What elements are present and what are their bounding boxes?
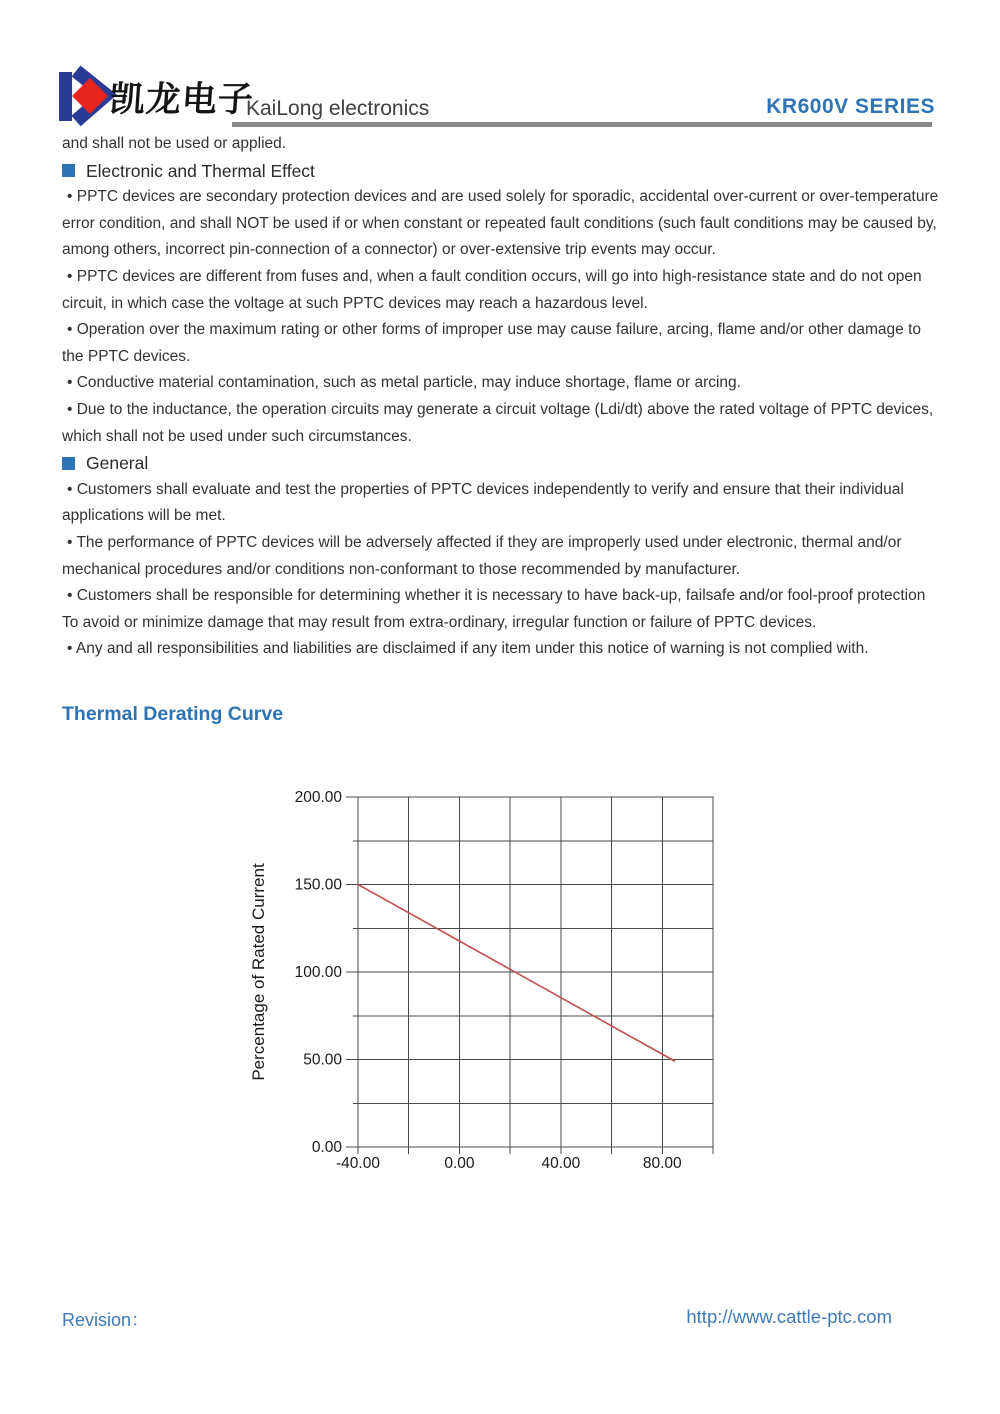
notice-line: which shall not be used under such circumstances.: [62, 427, 412, 445]
y-tick-label: 150.00: [294, 876, 342, 894]
revision-label: Revision：: [62, 1310, 150, 1330]
notice-intro-line: and shall not be used or applied.: [62, 135, 287, 152]
notice-line: • PPTC devices are secondary protection devices and are used solely for sporadic, accidental over-current or over-temperature: [67, 188, 939, 206]
x-tick-label: -40.00: [336, 1155, 380, 1172]
x-tick-label: 40.00: [541, 1155, 581, 1172]
derating-line: [358, 885, 675, 1062]
notice-line: • Any and all responsibilities and liabilities are disclaimed if any item under this notice of warning is not complied with.: [67, 640, 869, 658]
brand-name-english: KaiLong electronics: [246, 97, 430, 120]
notice-line: the PPTC devices.: [62, 347, 191, 365]
derating-chart-svg: [240, 770, 760, 1190]
section-heading: [62, 158, 962, 185]
series-title: KR600V SERIES: [766, 95, 935, 118]
y-tick-label: 50.00: [303, 1051, 342, 1069]
derating-curve-title: Thermal Derating Curve: [62, 703, 284, 725]
section-bullet-icon: [62, 164, 75, 177]
y-tick-label: 200.00: [294, 789, 342, 806]
section-bullet-icon: [62, 457, 75, 470]
notice-line: • Due to the inductance, the operation circuits may generate a circuit voltage (Ldi/dt) above the rated voltage of PPTC devices,: [67, 400, 934, 418]
y-tick-label: 100.00: [294, 964, 342, 981]
notice-line: • Operation over the maximum rating or other forms of improper use may cause failure, arcing, flame and/or other damage to: [67, 321, 922, 339]
notice-line: To avoid or minimize damage that may result from extra-ordinary, irregular function or failure of PPTC devices.: [62, 613, 817, 631]
brand-name-chinese: 凯龙电子: [108, 80, 256, 120]
website-link[interactable]: http://www.cattle-ptc.com: [686, 1306, 892, 1327]
notice-line: circuit, in which case the voltage at such PPTC devices may reach a hazardous level.: [62, 294, 648, 312]
y-axis-title: Percentage of Rated Current: [249, 863, 268, 1081]
notice-line: among others, incorrect pin-connection of a connector) or over-extensive trip events may occur.: [62, 241, 716, 259]
section-heading-label: General: [86, 453, 149, 474]
notice-line: • The performance of PPTC devices will be adversely affected if they are improperly used under electronic, thermal and/or: [67, 533, 902, 551]
section-heading: [62, 450, 962, 477]
x-tick-label: 0.00: [444, 1155, 475, 1172]
notice-line: applications will be met.: [62, 507, 226, 525]
section-heading-label: Electronic and Thermal Effect: [86, 160, 315, 181]
notice-line: mechanical procedures and/or conditions non-conformant to those recommended by manufacturer.: [62, 560, 741, 578]
logo-k-bar: [59, 72, 72, 121]
notice-text-block: [62, 131, 962, 663]
notice-line: • Customers shall be responsible for determining whether it is necessary to have back-up, failsafe and/or fool-proof protection: [67, 587, 926, 605]
y-tick-label: 0.00: [311, 1139, 342, 1156]
header-divider: [232, 122, 932, 127]
notice-line: • Conductive material contamination, such as metal particle, may induce shortage, flame or arcing.: [67, 374, 741, 392]
notice-line: • PPTC devices are different from fuses and, when a fault condition occurs, will go into high-resistance state and do not open: [67, 267, 922, 285]
x-tick-label: 80.00: [642, 1155, 682, 1172]
thermal-derating-chart: [240, 770, 760, 1190]
notice-line: • Customers shall evaluate and test the properties of PPTC devices independently to verify and ensure that their individual: [67, 480, 904, 498]
notice-line: error condition, and shall NOT be used if or when constant or repeated fault conditions (such fault conditions may be caused by,: [62, 214, 937, 232]
